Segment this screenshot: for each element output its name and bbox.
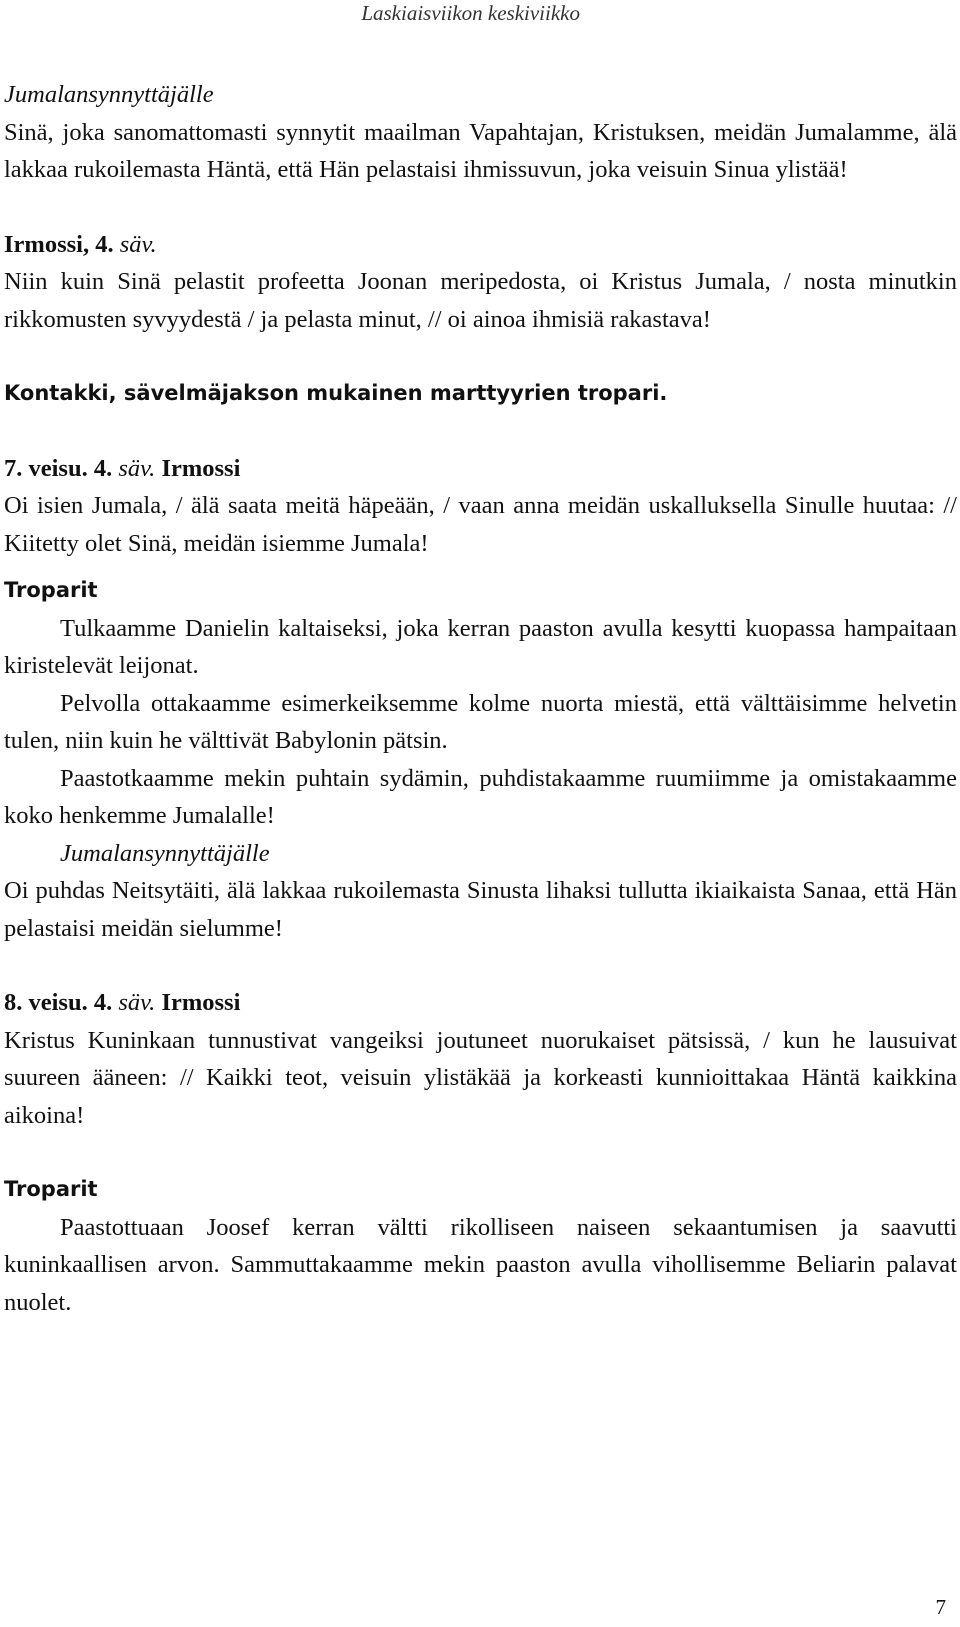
document-body [4, 76, 957, 1321]
section-heading [4, 984, 957, 1022]
heading-part: Irmossi, 4. [4, 230, 114, 258]
page-number: 7 [935, 1595, 946, 1619]
section-label: Jumalansynnyttäjälle [4, 81, 214, 108]
heading-part: säv. [119, 230, 157, 258]
paragraph: Pelvolla ottakaamme esimerkeiksemme kolme nuorta miestä, että välttäisimme helvetin tulen, niin kuin he välttivät Babylonin pätsin. [4, 689, 957, 754]
section-label: Jumalansynnyttäjälle [60, 839, 270, 867]
heading-part: Irmossi [161, 989, 241, 1016]
heading-part: säv. [118, 989, 156, 1016]
heading-part: Irmossi [161, 454, 241, 482]
section-heading: Troparit [4, 1177, 98, 1201]
paragraph: Niin kuin Sinä pelastit profeetta Joonan meripedosta, oi Kristus Jumala, / nosta minutkin rikkomusten syvyydestä / ja pelasta minut, // oi ainoa ihmisiä rakastava! [4, 268, 957, 333]
paragraph: Sinä, joka sanomattomasti synnytit maailman Vapahtajan, Kristuksen, meidän Jumalamme, älä lakkaa rukoilemasta Häntä, että Hän pelastaisi ihmissuvun, joka veisuin Sinua ylistää! [4, 118, 957, 183]
heading-part: säv. [118, 454, 156, 482]
paragraph: Oi puhdas Neitsytäiti, älä lakkaa rukoilemasta Sinusta lihaksi tullutta ikiaikaista Sanaa, että Hän pelastaisi meidän sielumme! [4, 877, 957, 942]
section-heading [4, 450, 957, 488]
heading-part: 8. veisu. 4. [4, 989, 113, 1016]
paragraph: Paastottuaan Joosef kerran vältti rikolliseen naiseen sekaantumisen ja saavutti kuninkaallisen arvon. Sammuttakaamme mekin paaston avulla vihollisemme Beliarin palavat nuolet. [4, 1213, 957, 1316]
running-header: Laskiaisviikon keskiviikko [361, 1, 580, 25]
paragraph: Kristus Kuninkaan tunnustivat vangeiksi joutuneet nuorukaiset pätsissä, / kun he lausuivat suureen ääneen: // Kaikki teot, veisuin ylistäkää ja korkeasti kunnioittakaa Häntä kaikkina aikoina! [4, 1026, 957, 1129]
section-heading: Troparit [4, 578, 98, 602]
section-heading [4, 226, 957, 264]
section-heading: Kontakki, sävelmäjakson mukainen marttyyrien tropari. [4, 381, 668, 405]
paragraph: Tulkaamme Danielin kaltaiseksi, joka kerran paaston avulla kesytti kuopassa hampaitaan kiristelevät leijonat. [4, 614, 957, 679]
heading-part: 7. veisu. 4. [4, 454, 113, 482]
paragraph: Oi isien Jumala, / älä saata meitä häpeään, / vaan anna meidän uskalluksella Sinulle huutaa: // Kiitetty olet Sinä, meidän isiemme Jumala! [4, 492, 957, 557]
paragraph: Paastotkaamme mekin puhtain sydämin, puhdistakaamme ruumiimme ja omistakaamme koko henkemme Jumalalle! [4, 764, 957, 829]
